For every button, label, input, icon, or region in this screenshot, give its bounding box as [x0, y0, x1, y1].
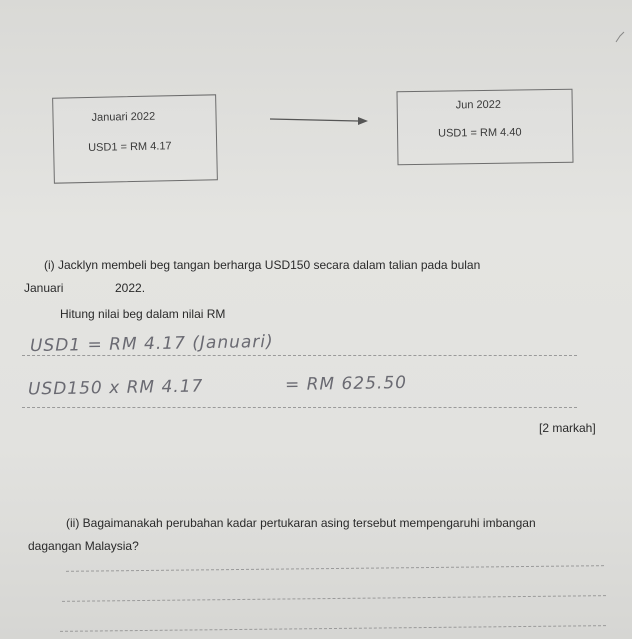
- question-i-instruction: Hitung nilai beg dalam nilai RM: [60, 307, 226, 321]
- answer-rule-5: [60, 625, 606, 632]
- question-ii-text-line1: (ii) Bagaimanakah perubahan kadar pertukaran asing tersebut mempengaruhi imbangan: [66, 516, 536, 530]
- june-rate-box: [396, 89, 573, 165]
- question-i-text-line2-word: Januari: [24, 281, 64, 295]
- answer-rule-2: [22, 407, 577, 408]
- answer-rule-3: [66, 565, 604, 572]
- june-label: Jun 2022: [455, 98, 502, 112]
- answer-line-2-result: = RM 625.50: [284, 372, 408, 396]
- arrow-right-icon: [270, 112, 370, 128]
- corner-mark-icon: [614, 30, 626, 50]
- question-ii-text-line2: dagangan Malaysia?: [28, 539, 139, 553]
- january-rate-box: [52, 94, 218, 183]
- marks-label: [2 markah]: [539, 421, 596, 435]
- answer-line-2-working: USD150 x RM 4.17: [27, 376, 204, 400]
- question-i-text-line1: (i) Jacklyn membeli beg tangan berharga USD150 secara dalam talian pada bulan: [44, 258, 481, 272]
- january-label: Januari 2022: [91, 110, 156, 124]
- answer-rule-4: [62, 595, 606, 602]
- january-rate: USD1 = RM 4.17: [88, 140, 172, 154]
- answer-rule-1: [22, 355, 577, 356]
- june-rate: USD1 = RM 4.40: [438, 126, 522, 140]
- question-i-text-line2-year: 2022.: [115, 281, 146, 295]
- answer-line-1: USD1 = RM 4.17 (Januari): [29, 331, 274, 357]
